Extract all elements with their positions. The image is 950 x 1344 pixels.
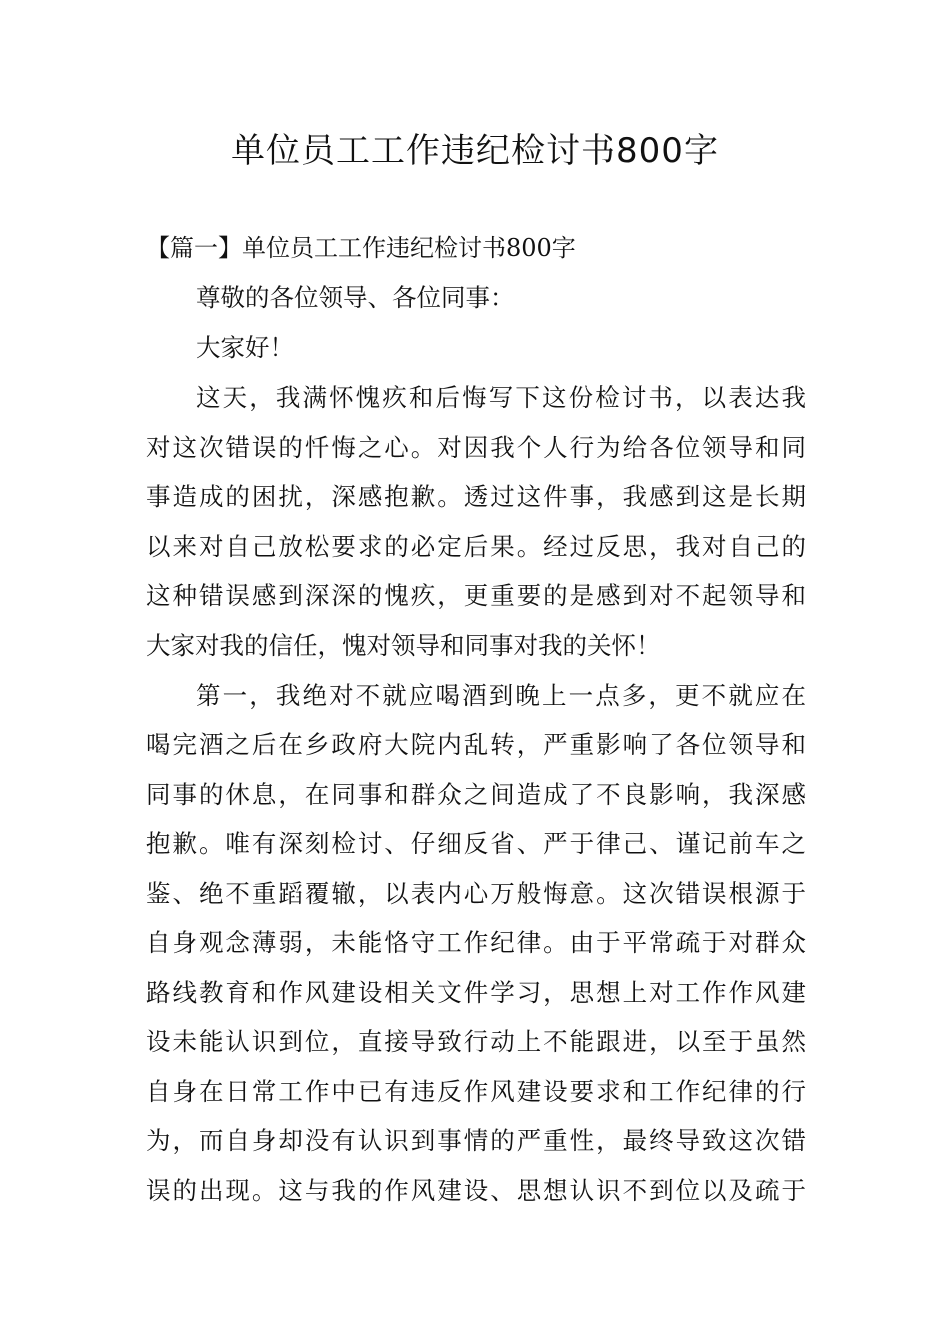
- paragraph-line: 大家对我的信任，愧对领导和同事对我的关怀！: [146, 631, 661, 660]
- paragraph-line: 抱歉。唯有深刻检讨、仔细反省、严于律己、谨记前车之: [146, 829, 806, 858]
- paragraph-line: 路线教育和作风建设相关文件学习，思想上对工作作风建: [146, 978, 806, 1007]
- paragraph-line: 以来对自己放松要求的必定后果。经过反思，我对自己的: [146, 532, 806, 561]
- paragraph-line: 设未能认识到位，直接导致行动上不能跟进，以至于虽然: [146, 1027, 806, 1056]
- paragraph-line: 这天，我满怀愧疚和后悔写下这份检讨书，以表达我: [196, 383, 806, 412]
- paragraph-line: 鉴、绝不重蹈覆辙，以表内心万般悔意。这次错误根源于: [146, 879, 806, 908]
- paragraph-line: 对这次错误的忏悔之心。对因我个人行为给各位领导和同: [146, 433, 806, 462]
- document-title: 单位员工工作违纪检讨书800字: [231, 131, 719, 171]
- paragraph-line: 同事的休息，在同事和群众之间造成了不良影响，我深感: [146, 780, 806, 809]
- section-heading: 【篇一】单位员工工作违纪检讨书800字: [146, 234, 576, 262]
- paragraph-line: 事造成的困扰，深感抱歉。透过这件事，我感到这是长期: [146, 482, 806, 511]
- greeting: 大家好！: [196, 333, 294, 362]
- salutation: 尊敬的各位领导、各位同事：: [196, 283, 515, 312]
- paragraph-line: 自身观念薄弱，未能恪守工作纪律。由于平常疏于对群众: [146, 928, 806, 957]
- paragraph-line: 误的出现。这与我的作风建设、思想认识不到位以及疏于: [146, 1176, 806, 1205]
- paragraph-line: 自身在日常工作中已有违反作风建设要求和工作纪律的行: [146, 1077, 806, 1106]
- paragraph-line: 喝完酒之后在乡政府大院内乱转，严重影响了各位领导和: [146, 730, 806, 759]
- paragraph-line: 第一，我绝对不就应喝酒到晚上一点多，更不就应在: [196, 681, 806, 710]
- paragraph-line: 为，而自身却没有认识到事情的严重性，最终导致这次错: [146, 1126, 806, 1155]
- paragraph-line: 这种错误感到深深的愧疚，更重要的是感到对不起领导和: [146, 581, 806, 610]
